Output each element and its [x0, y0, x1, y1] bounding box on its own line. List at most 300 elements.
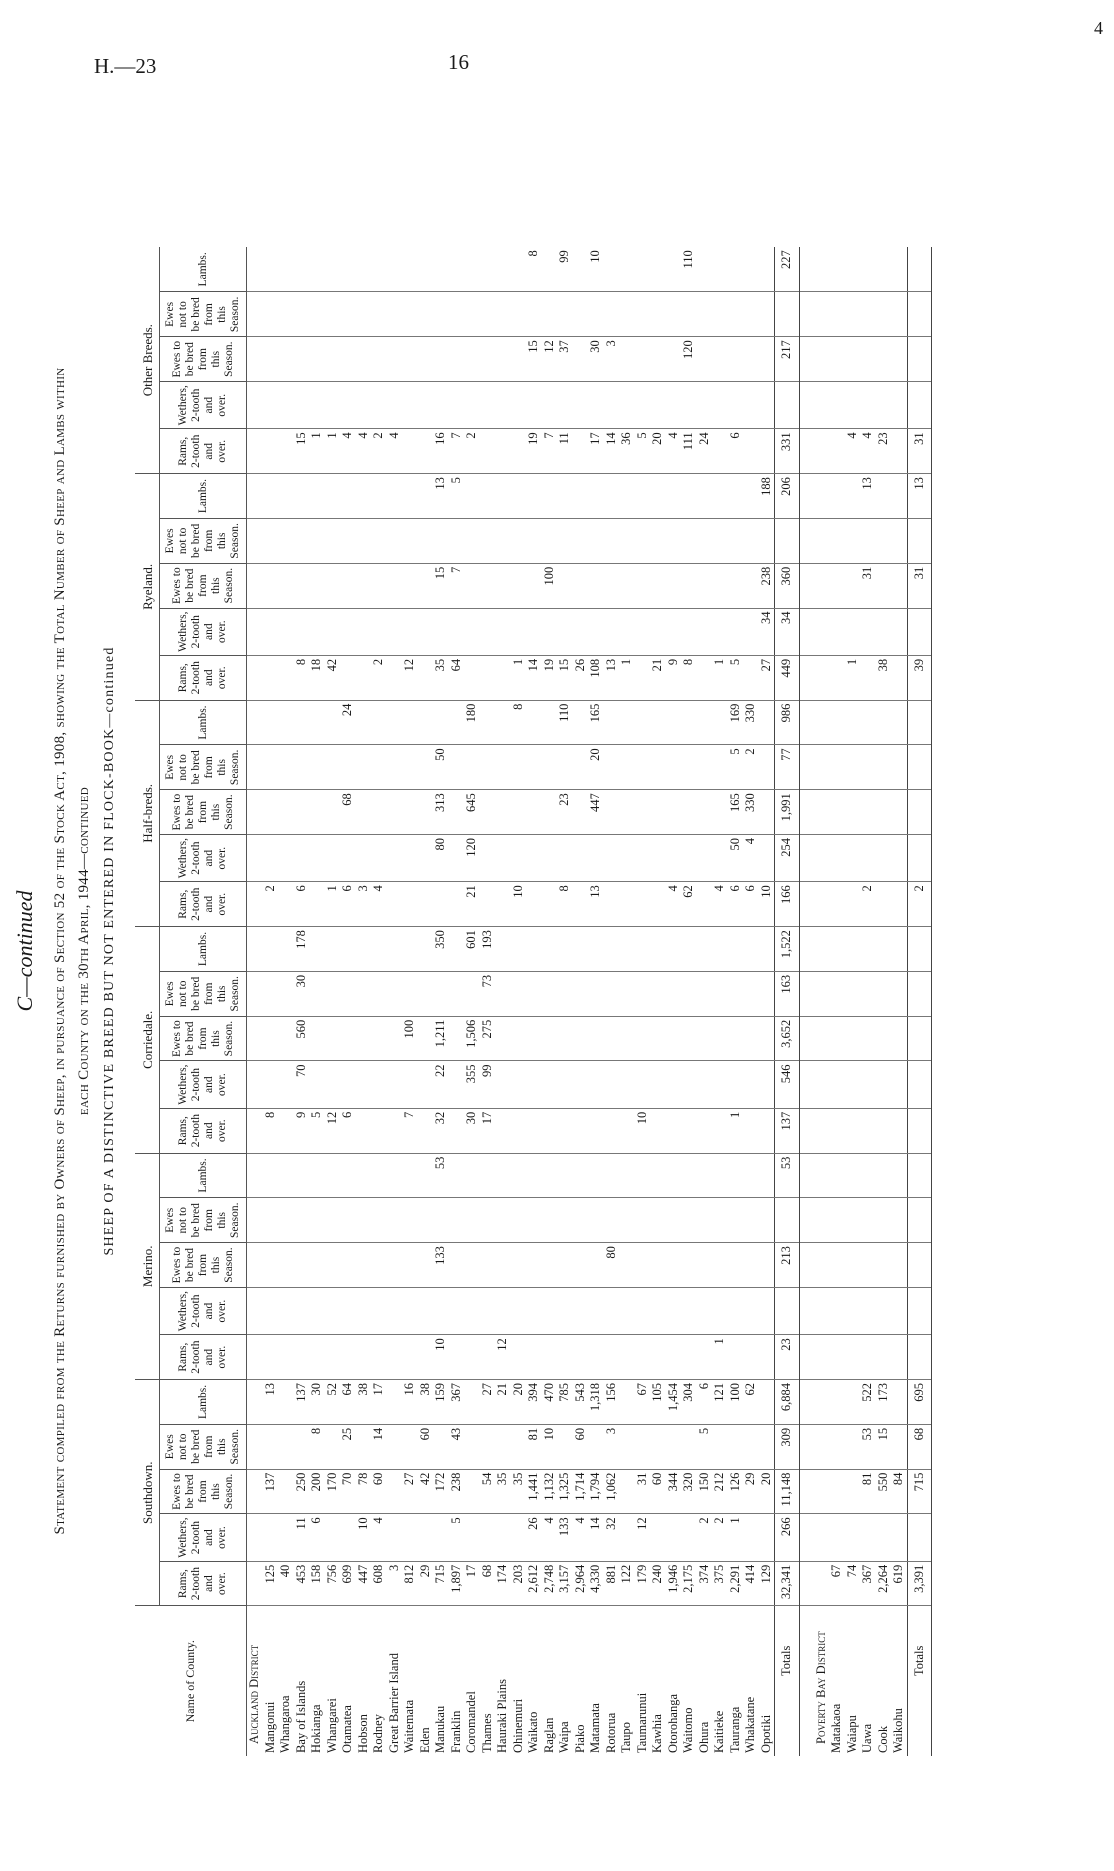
cell-value: 7 — [449, 429, 465, 474]
cell-value — [278, 927, 294, 972]
cell-value — [542, 1198, 558, 1243]
cell-value — [294, 474, 310, 519]
table-row — [464, 247, 480, 1756]
cell-value: 1,318 — [588, 1380, 604, 1425]
cell-value — [340, 655, 356, 700]
cell-value — [464, 247, 480, 292]
cell-value: 67 — [635, 1380, 651, 1425]
cell-value — [480, 1243, 496, 1288]
county-name: Uawa — [860, 1723, 874, 1753]
cell-value — [387, 608, 403, 655]
cell-value — [356, 337, 372, 382]
county-name: Hauraki Plains — [495, 1679, 509, 1753]
cell-value — [635, 1424, 651, 1469]
cell-value — [681, 1335, 697, 1380]
cell-value: 173 — [876, 1380, 892, 1425]
cell-value — [449, 927, 465, 972]
cell-value: 29 — [418, 1561, 434, 1606]
cell-value — [387, 1287, 403, 1334]
cell-value — [588, 1287, 604, 1334]
cell-value — [542, 1016, 558, 1061]
total-value: 217 — [775, 337, 800, 382]
cell-value — [619, 337, 635, 382]
cell-value — [666, 1335, 682, 1380]
cell-value — [759, 790, 775, 835]
section-title: C—continued — [12, 890, 37, 1012]
cell-value — [681, 745, 697, 790]
cell-value — [449, 1016, 465, 1061]
cell-value — [891, 927, 907, 972]
cell-value — [666, 1287, 682, 1334]
cell-value — [712, 337, 728, 382]
cell-value: 78 — [356, 1469, 372, 1514]
cell-value — [728, 474, 744, 519]
cell-value — [526, 292, 542, 337]
cell-value: 200 — [309, 1469, 325, 1514]
cell-value — [325, 1061, 341, 1108]
cell-value: 5 — [449, 1514, 465, 1561]
cell-value: 8 — [557, 882, 573, 927]
cell-value — [728, 1335, 744, 1380]
cell-value — [759, 745, 775, 790]
cell-value — [712, 474, 728, 519]
cell-value — [402, 518, 418, 563]
cell-value — [387, 563, 403, 608]
cell-value — [845, 790, 861, 835]
cell-value: 5 — [728, 745, 744, 790]
cell-value — [604, 971, 620, 1016]
cell-value: 4 — [860, 429, 876, 474]
cell-value — [495, 429, 511, 474]
table-row — [891, 247, 907, 1756]
cell-value: 64 — [340, 1380, 356, 1425]
column-header: Rams, 2-tooth and over. — [160, 429, 247, 474]
cell-value: 4 — [573, 1514, 589, 1561]
cell-value — [697, 608, 713, 655]
cell-value — [325, 518, 341, 563]
cell-value — [860, 927, 876, 972]
total-value — [907, 292, 932, 337]
cell-value — [619, 518, 635, 563]
cell-value: 543 — [573, 1380, 589, 1425]
cell-value — [309, 790, 325, 835]
cell-value — [588, 608, 604, 655]
cell-value — [325, 1016, 341, 1061]
cell-value — [891, 518, 907, 563]
cell-value — [309, 563, 325, 608]
cell-value — [511, 1287, 527, 1334]
total-value — [907, 1061, 932, 1108]
cell-value — [495, 1016, 511, 1061]
cell-value: 17 — [480, 1108, 496, 1153]
cell-value: 64 — [449, 655, 465, 700]
cell-value — [464, 1198, 480, 1243]
cell-value: 447 — [356, 1561, 372, 1606]
county-name: Cook — [875, 1725, 890, 1753]
cell-value — [891, 700, 907, 745]
cell-value — [697, 790, 713, 835]
cell-value — [635, 1061, 651, 1108]
cell-value — [891, 1153, 907, 1198]
cell-value — [588, 927, 604, 972]
cell-value — [371, 337, 387, 382]
cell-value: 1,454 — [666, 1380, 682, 1425]
cell-value — [433, 337, 449, 382]
cell-value — [402, 1335, 418, 1380]
cell-value — [619, 745, 635, 790]
cell-value — [325, 1287, 341, 1334]
cell-value — [588, 1016, 604, 1061]
cell-value — [743, 927, 759, 972]
cell-value — [759, 1287, 775, 1334]
total-value — [775, 382, 800, 429]
total-value — [907, 337, 932, 382]
cell-value — [495, 1198, 511, 1243]
cell-value — [697, 927, 713, 972]
cell-value: 2,964 — [573, 1561, 589, 1606]
county-name: Manukau — [433, 1705, 447, 1753]
cell-value — [712, 1016, 728, 1061]
cell-value: 375 — [712, 1561, 728, 1606]
cell-value — [829, 1243, 845, 1288]
cell-value — [759, 1061, 775, 1108]
cell-value — [511, 790, 527, 835]
county-name: Hokianga — [309, 1704, 323, 1753]
total-value — [907, 790, 932, 835]
cell-value — [480, 474, 496, 519]
cell-value — [666, 1424, 682, 1469]
column-header: Wethers, 2-tooth and over. — [160, 1514, 247, 1561]
cell-value — [650, 927, 666, 972]
cell-value — [876, 292, 892, 337]
total-value: 1,522 — [775, 927, 800, 972]
cell-value — [480, 835, 496, 882]
cell-value: 120 — [681, 337, 697, 382]
cell-value — [619, 1287, 635, 1334]
column-header: Ewes to be bred from this Season. — [160, 790, 247, 835]
cell-value — [356, 474, 372, 519]
cell-value — [356, 1287, 372, 1334]
cell-value — [728, 292, 744, 337]
cell-value: 52 — [325, 1380, 341, 1425]
cell-value: 1,794 — [588, 1469, 604, 1514]
cell-value — [325, 292, 341, 337]
cell-value: 4 — [743, 835, 759, 882]
cell-value: 188 — [759, 474, 775, 519]
cell-value — [759, 518, 775, 563]
cell-value — [511, 1061, 527, 1108]
cell-value: 31 — [635, 1469, 651, 1514]
county-name: Ohura — [696, 1721, 711, 1753]
cell-value — [728, 1061, 744, 1108]
cell-value — [511, 518, 527, 563]
cell-value — [495, 337, 511, 382]
cell-value — [294, 1153, 310, 1198]
cell-value — [728, 927, 744, 972]
cell-value — [340, 835, 356, 882]
total-value: 213 — [775, 1243, 800, 1288]
cell-value — [418, 745, 434, 790]
cell-value — [325, 927, 341, 972]
table-row — [263, 247, 279, 1756]
cell-value — [356, 790, 372, 835]
cell-value — [418, 474, 434, 519]
cell-value: 156 — [604, 1380, 620, 1425]
cell-value — [891, 382, 907, 429]
cell-value — [650, 1108, 666, 1153]
cell-value — [418, 790, 434, 835]
cell-value — [449, 292, 465, 337]
column-header: Ewes to be bred from this Season. — [160, 1243, 247, 1288]
cell-value — [480, 247, 496, 292]
cell-value — [891, 474, 907, 519]
county-name-header: Name of County. — [135, 1606, 247, 1756]
cell-value — [604, 1108, 620, 1153]
column-header: Lambs. — [160, 247, 247, 292]
cell-value — [604, 1335, 620, 1380]
cell-value — [402, 474, 418, 519]
cell-value — [635, 247, 651, 292]
cell-value: 1 — [325, 429, 341, 474]
cell-value — [845, 1514, 861, 1561]
cell-value: 2 — [371, 429, 387, 474]
cell-value — [759, 971, 775, 1016]
cell-value — [557, 745, 573, 790]
cell-value: 34 — [759, 608, 775, 655]
cell-value — [309, 700, 325, 745]
cell-value — [511, 1424, 527, 1469]
cell-value — [356, 1016, 372, 1061]
table-row — [635, 247, 651, 1756]
cell-value — [697, 1287, 713, 1334]
cell-value: 29 — [743, 1469, 759, 1514]
cell-value: 67 — [829, 1561, 845, 1606]
cell-value: 10 — [511, 882, 527, 927]
cell-value — [588, 1108, 604, 1153]
cell-value — [619, 474, 635, 519]
cell-value: 14 — [604, 429, 620, 474]
total-value: 206 — [775, 474, 800, 519]
cell-value: 27 — [402, 1469, 418, 1514]
cell-value — [278, 790, 294, 835]
total-value: 3,652 — [775, 1016, 800, 1061]
cell-value — [666, 835, 682, 882]
total-value: 331 — [775, 429, 800, 474]
cell-value — [263, 247, 279, 292]
cell-value — [294, 563, 310, 608]
cell-value — [526, 1335, 542, 1380]
cell-value — [845, 292, 861, 337]
cell-value — [681, 1287, 697, 1334]
cell-value: 20 — [588, 745, 604, 790]
cell-value — [418, 1335, 434, 1380]
cell-value — [511, 247, 527, 292]
cell-value — [449, 1108, 465, 1153]
cell-value — [573, 1061, 589, 1108]
cell-value — [526, 927, 542, 972]
cell-value: 172 — [433, 1469, 449, 1514]
cell-value — [495, 882, 511, 927]
cell-value — [526, 1287, 542, 1334]
cell-value: 60 — [418, 1424, 434, 1469]
total-value: 449 — [775, 655, 800, 700]
cell-value — [697, 700, 713, 745]
cell-value — [759, 1198, 775, 1243]
cell-value — [588, 1424, 604, 1469]
cell-value: 350 — [433, 927, 449, 972]
cell-value: 6 — [340, 1108, 356, 1153]
total-value — [775, 1287, 800, 1334]
county-name: Coromandel — [464, 1691, 478, 1753]
cell-value — [371, 927, 387, 972]
county-name: Taumarunui — [634, 1692, 649, 1753]
cell-value — [681, 971, 697, 1016]
column-header: Ewes not to be bred from this Season. — [160, 971, 247, 1016]
cell-value — [573, 790, 589, 835]
cell-value — [526, 1016, 542, 1061]
cell-value — [511, 927, 527, 972]
cell-value — [829, 518, 845, 563]
cell-value — [604, 292, 620, 337]
cell-value — [829, 608, 845, 655]
cell-value — [542, 474, 558, 519]
cell-value: 550 — [876, 1469, 892, 1514]
cell-value — [418, 882, 434, 927]
cell-value — [891, 1108, 907, 1153]
cell-value: 16 — [402, 1380, 418, 1425]
cell-value: 17 — [464, 1561, 480, 1606]
cell-value: 3 — [387, 1561, 403, 1606]
county-name: Eden — [417, 1727, 432, 1753]
total-value — [907, 1108, 932, 1153]
cell-value — [743, 971, 759, 1016]
cell-value — [650, 1335, 666, 1380]
cell-value — [402, 1424, 418, 1469]
cell-value: 1 — [309, 429, 325, 474]
cell-value — [650, 337, 666, 382]
cell-value: 16 — [433, 429, 449, 474]
cell-value — [829, 382, 845, 429]
cell-value — [526, 835, 542, 882]
cell-value — [573, 292, 589, 337]
cell-value — [511, 1335, 527, 1380]
cell-value: 180 — [464, 700, 480, 745]
cell-value — [697, 1016, 713, 1061]
cell-value — [829, 1424, 845, 1469]
cell-value: 1 — [712, 1335, 728, 1380]
cell-value — [635, 1198, 651, 1243]
cell-value — [387, 882, 403, 927]
cell-value — [418, 1243, 434, 1288]
cell-value — [418, 927, 434, 972]
cell-value — [604, 790, 620, 835]
cell-value — [278, 429, 294, 474]
cell-value — [573, 1335, 589, 1380]
cell-value — [619, 835, 635, 882]
cell-value: 320 — [681, 1469, 697, 1514]
cell-value — [387, 1335, 403, 1380]
cell-value — [356, 1424, 372, 1469]
cell-value — [650, 247, 666, 292]
cell-value — [697, 835, 713, 882]
cell-value — [712, 1108, 728, 1153]
cell-value — [635, 563, 651, 608]
cell-value — [860, 292, 876, 337]
cell-value — [371, 700, 387, 745]
cell-value: 10 — [356, 1514, 372, 1561]
cell-value — [829, 292, 845, 337]
cell-value — [635, 655, 651, 700]
county-name: Piako — [572, 1724, 587, 1753]
cell-value: 159 — [433, 1380, 449, 1425]
cell-value — [511, 563, 527, 608]
table-row — [542, 247, 558, 1756]
cell-value: 10 — [542, 1424, 558, 1469]
column-header: Rams, 2-tooth and over. — [160, 1108, 247, 1153]
cell-value: 5 — [309, 1108, 325, 1153]
total-value: 254 — [775, 835, 800, 882]
cell-value — [891, 1380, 907, 1425]
county-name: Mangonui — [262, 1701, 277, 1753]
cell-value: 126 — [728, 1469, 744, 1514]
cell-value: 2 — [263, 882, 279, 927]
cell-value — [604, 1061, 620, 1108]
cell-value: 35 — [433, 655, 449, 700]
cell-value — [743, 1061, 759, 1108]
cell-value — [619, 1061, 635, 1108]
cell-value: 36 — [619, 429, 635, 474]
cell-value: 178 — [294, 927, 310, 972]
cell-value — [681, 927, 697, 972]
cell-value — [418, 655, 434, 700]
cell-value — [340, 1335, 356, 1380]
column-header: Lambs. — [160, 700, 247, 745]
cell-value — [542, 882, 558, 927]
cell-value: 4 — [712, 882, 728, 927]
cell-value — [891, 563, 907, 608]
cell-value — [449, 1335, 465, 1380]
cell-value — [860, 382, 876, 429]
cell-value — [619, 1153, 635, 1198]
cell-value — [309, 1198, 325, 1243]
cell-value — [433, 1424, 449, 1469]
cell-value — [829, 1335, 845, 1380]
cell-value: 1 — [712, 655, 728, 700]
cell-value — [325, 608, 341, 655]
cell-value — [759, 1514, 775, 1561]
cell-value — [294, 1198, 310, 1243]
cell-value — [573, 835, 589, 882]
table-row — [449, 247, 465, 1756]
cell-value — [557, 1153, 573, 1198]
cell-value: 250 — [294, 1469, 310, 1514]
cell-value — [418, 1514, 434, 1561]
cell-value: 129 — [759, 1561, 775, 1606]
cell-value: 30 — [588, 337, 604, 382]
table-row — [511, 247, 527, 1756]
cell-value — [666, 518, 682, 563]
cell-value — [542, 1108, 558, 1153]
cell-value — [712, 1424, 728, 1469]
totals-label: Totals — [907, 1606, 932, 1756]
cell-value — [309, 247, 325, 292]
cell-value — [860, 655, 876, 700]
cell-value — [433, 1514, 449, 1561]
cell-value — [860, 1061, 876, 1108]
cell-value — [449, 790, 465, 835]
breed-header: Merino. — [135, 1153, 160, 1379]
cell-value — [278, 247, 294, 292]
